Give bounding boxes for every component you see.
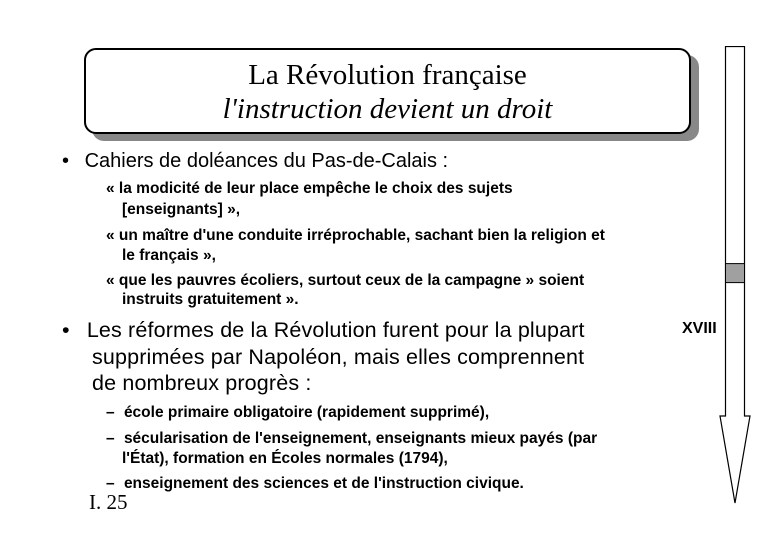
bullet-text: Les réformes de la Révolution furent pour la plupart — [86, 318, 585, 342]
timeline-arrow — [718, 46, 754, 506]
page-subtitle: l'instruction devient un droit — [222, 93, 553, 125]
sub-item — [106, 404, 489, 422]
bullet-text: Cahiers de doléances du Pas-de-Calais : — [84, 150, 449, 172]
timeline-period-marker — [726, 264, 745, 283]
century-label: XVIII — [682, 320, 717, 337]
bullet-reformes — [62, 318, 585, 343]
sub-item — [106, 475, 524, 493]
page-title: La Révolution française — [248, 59, 527, 91]
sub-item-text: école primaire obligatoire (rapidement supprimé), — [123, 404, 490, 421]
quote-line: [enseignants] », — [122, 201, 240, 218]
title-box — [84, 48, 691, 134]
sub-item-text: enseignement des sciences et de l'instruction civique. — [123, 475, 524, 492]
quote-line: instruits gratuitement ». — [122, 291, 299, 308]
dash-marker: – — [106, 475, 115, 492]
dash-marker: – — [106, 404, 115, 421]
bullet-marker: • — [62, 150, 70, 172]
bullet-cahiers — [62, 150, 448, 173]
quote-line: « un maître d'une conduite irréprochable, sachant bien la religion et — [106, 227, 605, 244]
bullet-marker: • — [62, 318, 70, 342]
page-number: I. 25 — [89, 490, 128, 514]
sub-item — [106, 430, 597, 448]
sub-item-text: sécularisation de l'enseignement, enseignants mieux payés (par — [123, 430, 598, 447]
quote-line: le français », — [122, 247, 216, 264]
quote-line: « la modicité de leur place empêche le choix des sujets — [106, 180, 513, 197]
sub-item-text: l'État), formation en Écoles normales (1794), — [122, 450, 448, 467]
dash-marker: – — [106, 430, 115, 447]
bullet-text-line: supprimées par Napoléon, mais elles comprennent — [92, 345, 585, 369]
quote-line: « que les pauvres écoliers, surtout ceux de la campagne » soient — [106, 272, 585, 289]
bullet-text-line: de nombreux progrès : — [92, 371, 312, 395]
